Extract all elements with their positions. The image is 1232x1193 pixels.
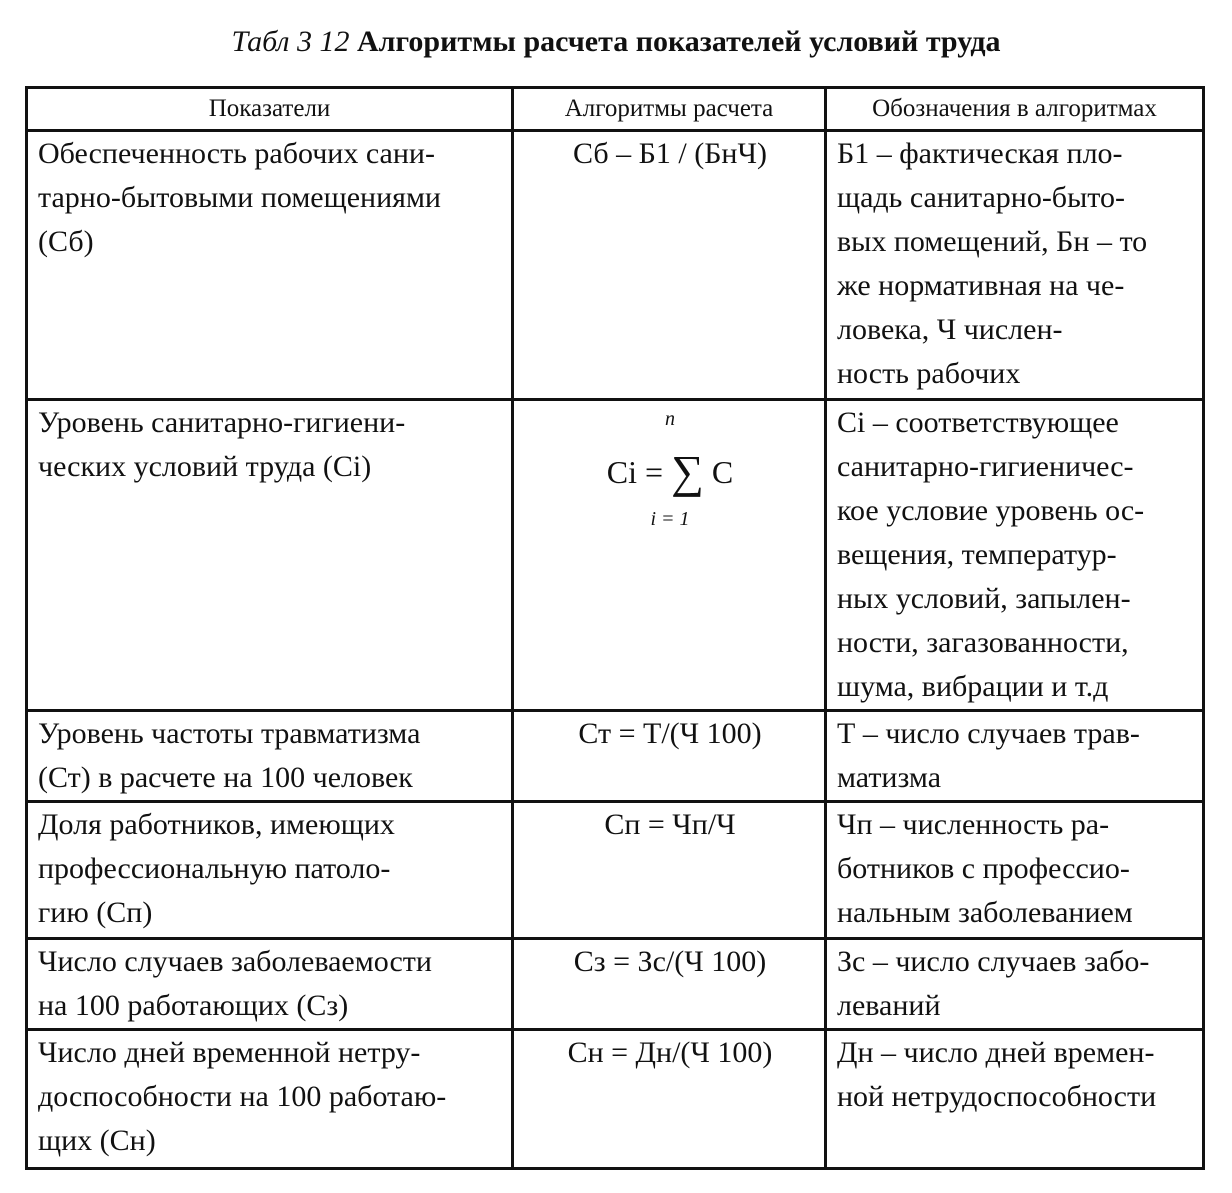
- notation-cell: [826, 400, 1204, 711]
- table-row: [27, 1030, 1204, 1169]
- notation-cell: [826, 711, 1204, 802]
- indicator-cell: [27, 400, 513, 711]
- indicator-cell: [27, 939, 513, 1030]
- column-header-notation: Обозначения в алгоритмах: [826, 88, 1204, 131]
- indicator-text: Доля работников, имеющих профессиональную патоло- гию (Сп): [38, 808, 395, 929]
- formula-cell: [513, 131, 826, 400]
- table-row: [27, 131, 1204, 400]
- notation-text: Сi – соответствующее санитарно-гигиеничес- кое условие уровень ос- вещения, температур- ных условий, запылен- ности, загазованности, шума, вибрации и т.д: [837, 406, 1145, 703]
- indicator-cell: [27, 131, 513, 400]
- formula-text: Ст = Т/(Ч 100): [578, 717, 762, 750]
- table-row: [27, 802, 1204, 939]
- formula-cell: [513, 802, 826, 939]
- notation-text: Б1 – фактическая пло- щадь санитарно-быто- вых помещений, Бн – то же нормативная на че- ловека, Ч числен- ность рабочих: [837, 137, 1148, 390]
- summation-formula: [550, 407, 790, 557]
- table-row: [27, 711, 1204, 802]
- notation-cell: [826, 131, 1204, 400]
- indicator-text: Число случаев заболеваемости на 100 работающих (Сз): [38, 945, 432, 1022]
- formula-text: Сз = Зс/(Ч 100): [573, 945, 767, 978]
- indicators-table: [25, 86, 1205, 1170]
- table-row: [27, 400, 1204, 711]
- indicator-cell: [27, 1030, 513, 1169]
- table-caption: [0, 20, 1232, 64]
- formula-cell: [513, 939, 826, 1030]
- formula-cell: [513, 1030, 826, 1169]
- formula-text: Сп = Чп/Ч: [604, 808, 736, 841]
- indicator-cell: [27, 711, 513, 802]
- indicator-text: Обеспеченность рабочих сани- тарно-бытовыми помещениями (Сб): [38, 137, 441, 258]
- indicator-text: Уровень частоты травматизма (Ст) в расчете на 100 человек: [38, 717, 421, 794]
- sum-expression: [550, 447, 790, 497]
- column-header-algorithms: Алгоритмы расчета: [513, 88, 826, 131]
- indicator-cell: [27, 802, 513, 939]
- sigma-symbol: ∑: [671, 446, 704, 497]
- table-header-row: [27, 88, 1204, 131]
- sum-lhs: Сi =: [606, 454, 664, 490]
- notation-cell: [826, 1030, 1204, 1169]
- notation-text: Дн – число дней времен- ной нетрудоспособности: [837, 1036, 1157, 1113]
- sum-lower-limit: i = 1: [650, 508, 690, 530]
- table-title: Алгоритмы расчета показателей условий труда: [357, 25, 1001, 58]
- notation-cell: [826, 939, 1204, 1030]
- formula-text: Сб – Б1 / (БнЧ): [573, 137, 767, 170]
- formula-cell: [513, 400, 826, 711]
- indicator-text: Уровень санитарно-гигиени- ческих условий труда (Сi): [38, 406, 406, 483]
- formula-text: Сн = Дн/(Ч 100): [567, 1036, 773, 1069]
- indicator-text: Число дней временной нетру- доспособности на 100 работаю- щих (Сн): [38, 1036, 447, 1157]
- notation-cell: [826, 802, 1204, 939]
- sum-term: С: [711, 454, 734, 490]
- notation-text: Чп – численность ра- ботников с профессио- нальным заболеванием: [837, 808, 1133, 929]
- column-header-indicators: Показатели: [27, 88, 513, 131]
- table-number: Табл 3 12: [231, 25, 350, 58]
- formula-cell: [513, 711, 826, 802]
- sum-upper-limit: n: [665, 408, 675, 430]
- table-row: [27, 939, 1204, 1030]
- notation-text: Зс – число случаев забо- леваний: [837, 945, 1150, 1022]
- notation-text: Т – число случаев трав- матизма: [837, 717, 1140, 794]
